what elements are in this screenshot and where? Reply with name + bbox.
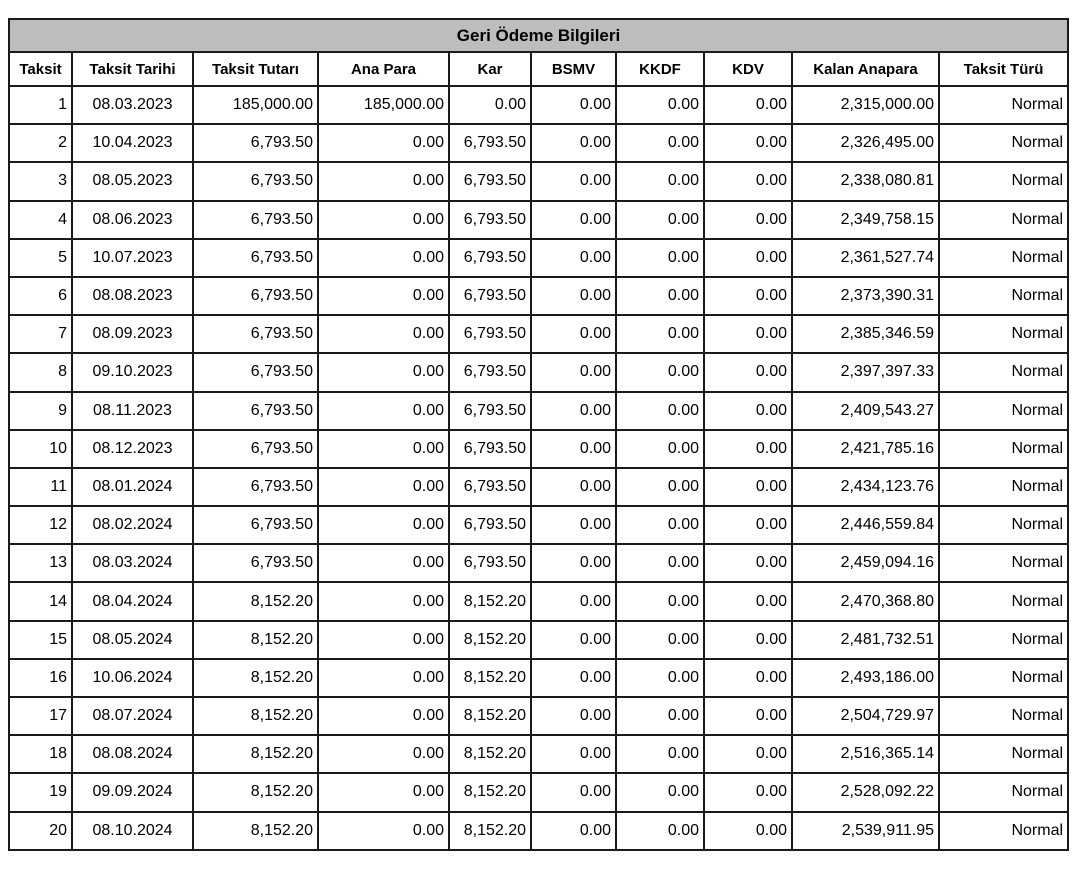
col-taksit-tutari-cell: 6,793.50 (193, 430, 318, 468)
col-kalan-anapara-cell: 2,385,346.59 (792, 315, 939, 353)
col-taksit-cell: 16 (9, 659, 72, 697)
col-taksit-tarihi-cell: 10.04.2023 (72, 124, 193, 162)
col-taksit-cell: 8 (9, 353, 72, 391)
col-taksit-cell: 15 (9, 621, 72, 659)
col-taksit-tutari-cell: 8,152.20 (193, 735, 318, 773)
col-taksit-cell: 4 (9, 201, 72, 239)
col-kdv-cell: 0.00 (704, 392, 792, 430)
col-taksit-tutari-cell: 8,152.20 (193, 659, 318, 697)
col-kar-cell: 8,152.20 (449, 735, 531, 773)
col-bsmv-cell: 0.00 (531, 506, 616, 544)
col-ana-para-cell: 0.00 (318, 353, 449, 391)
col-taksit-turu-header: Taksit Türü (939, 52, 1068, 86)
col-kar-cell: 6,793.50 (449, 468, 531, 506)
table-row (9, 468, 1068, 506)
col-kar-cell: 8,152.20 (449, 812, 531, 850)
col-kdv-cell: 0.00 (704, 201, 792, 239)
col-bsmv-cell: 0.00 (531, 430, 616, 468)
col-kalan-anapara-cell: 2,397,397.33 (792, 353, 939, 391)
col-kkdf-cell: 0.00 (616, 86, 704, 124)
col-kar-cell: 6,793.50 (449, 506, 531, 544)
col-kar-cell: 0.00 (449, 86, 531, 124)
table-row (9, 544, 1068, 582)
col-kalan-anapara-cell: 2,315,000.00 (792, 86, 939, 124)
col-bsmv-cell: 0.00 (531, 697, 616, 735)
col-kar-cell: 6,793.50 (449, 277, 531, 315)
col-taksit-cell: 9 (9, 392, 72, 430)
col-kar-cell: 8,152.20 (449, 659, 531, 697)
col-taksit-tarihi-cell: 08.05.2023 (72, 162, 193, 200)
col-bsmv-cell: 0.00 (531, 315, 616, 353)
col-taksit-cell: 13 (9, 544, 72, 582)
col-taksit-cell: 5 (9, 239, 72, 277)
col-taksit-tutari-cell: 8,152.20 (193, 621, 318, 659)
col-taksit-turu-cell: Normal (939, 812, 1068, 850)
col-bsmv-cell: 0.00 (531, 659, 616, 697)
col-taksit-tarihi-cell: 08.03.2024 (72, 544, 193, 582)
col-kkdf-cell: 0.00 (616, 430, 704, 468)
col-taksit-turu-cell: Normal (939, 697, 1068, 735)
col-taksit-turu-cell: Normal (939, 201, 1068, 239)
col-bsmv-cell: 0.00 (531, 812, 616, 850)
col-kdv-cell: 0.00 (704, 277, 792, 315)
col-taksit-cell: 1 (9, 86, 72, 124)
col-taksit-tarihi-cell: 08.08.2023 (72, 277, 193, 315)
col-taksit-turu-cell: Normal (939, 468, 1068, 506)
col-taksit-tutari-cell: 6,793.50 (193, 277, 318, 315)
col-taksit-cell: 19 (9, 773, 72, 811)
col-taksit-tutari-cell: 6,793.50 (193, 468, 318, 506)
col-kalan-anapara-cell: 2,470,368.80 (792, 582, 939, 620)
col-kalan-anapara-cell: 2,349,758.15 (792, 201, 939, 239)
col-ana-para-cell: 0.00 (318, 277, 449, 315)
col-taksit-tutari-cell: 185,000.00 (193, 86, 318, 124)
col-kalan-anapara-cell: 2,434,123.76 (792, 468, 939, 506)
col-kalan-anapara-cell: 2,516,365.14 (792, 735, 939, 773)
col-kalan-anapara-cell: 2,338,080.81 (792, 162, 939, 200)
col-bsmv-cell: 0.00 (531, 773, 616, 811)
col-kkdf-cell: 0.00 (616, 697, 704, 735)
col-bsmv-cell: 0.00 (531, 239, 616, 277)
col-taksit-tutari-cell: 6,793.50 (193, 124, 318, 162)
col-kalan-anapara-cell: 2,421,785.16 (792, 430, 939, 468)
col-taksit-turu-cell: Normal (939, 162, 1068, 200)
col-kar-cell: 6,793.50 (449, 392, 531, 430)
col-kar-cell: 8,152.20 (449, 697, 531, 735)
col-taksit-tutari-cell: 6,793.50 (193, 315, 318, 353)
table-row (9, 430, 1068, 468)
col-kdv-cell: 0.00 (704, 468, 792, 506)
col-kar-cell: 6,793.50 (449, 201, 531, 239)
col-kar-cell: 6,793.50 (449, 544, 531, 582)
col-taksit-cell: 6 (9, 277, 72, 315)
table-row (9, 277, 1068, 315)
col-bsmv-cell: 0.00 (531, 735, 616, 773)
col-taksit-tarihi-cell: 08.01.2024 (72, 468, 193, 506)
col-kkdf-cell: 0.00 (616, 659, 704, 697)
col-taksit-cell: 12 (9, 506, 72, 544)
col-taksit-turu-cell: Normal (939, 735, 1068, 773)
col-kalan-anapara-cell: 2,326,495.00 (792, 124, 939, 162)
col-taksit-tarihi-cell: 08.12.2023 (72, 430, 193, 468)
col-kkdf-cell: 0.00 (616, 239, 704, 277)
col-taksit-turu-cell: Normal (939, 353, 1068, 391)
col-ana-para-cell: 0.00 (318, 468, 449, 506)
col-ana-para-cell: 0.00 (318, 582, 449, 620)
col-taksit-tarihi-cell: 08.06.2023 (72, 201, 193, 239)
table-row (9, 124, 1068, 162)
repayment-table (8, 18, 1069, 851)
col-kar-cell: 6,793.50 (449, 239, 531, 277)
col-taksit-header: Taksit (9, 52, 72, 86)
table-row (9, 621, 1068, 659)
col-kdv-cell: 0.00 (704, 621, 792, 659)
col-ana-para-cell: 0.00 (318, 735, 449, 773)
col-taksit-tarihi-header: Taksit Tarihi (72, 52, 193, 86)
col-taksit-turu-cell: Normal (939, 582, 1068, 620)
col-taksit-turu-cell: Normal (939, 124, 1068, 162)
col-kar-cell: 8,152.20 (449, 621, 531, 659)
col-bsmv-cell: 0.00 (531, 582, 616, 620)
table-row (9, 315, 1068, 353)
col-kdv-cell: 0.00 (704, 773, 792, 811)
table-row (9, 392, 1068, 430)
col-taksit-turu-cell: Normal (939, 773, 1068, 811)
col-taksit-turu-cell: Normal (939, 239, 1068, 277)
table-row (9, 86, 1068, 124)
col-kalan-anapara-cell: 2,373,390.31 (792, 277, 939, 315)
col-kkdf-cell: 0.00 (616, 812, 704, 850)
col-ana-para-cell: 0.00 (318, 544, 449, 582)
table-row (9, 697, 1068, 735)
col-bsmv-cell: 0.00 (531, 201, 616, 239)
col-taksit-turu-cell: Normal (939, 544, 1068, 582)
col-bsmv-cell: 0.00 (531, 124, 616, 162)
col-ana-para-cell: 0.00 (318, 659, 449, 697)
col-taksit-tarihi-cell: 08.08.2024 (72, 735, 193, 773)
table-row (9, 201, 1068, 239)
col-taksit-turu-cell: Normal (939, 506, 1068, 544)
col-ana-para-cell: 0.00 (318, 392, 449, 430)
col-kkdf-cell: 0.00 (616, 353, 704, 391)
col-ana-para-cell: 0.00 (318, 201, 449, 239)
col-kkdf-cell: 0.00 (616, 124, 704, 162)
table-row (9, 506, 1068, 544)
col-ana-para-cell: 0.00 (318, 506, 449, 544)
col-bsmv-cell: 0.00 (531, 86, 616, 124)
col-ana-para-cell: 0.00 (318, 430, 449, 468)
col-bsmv-cell: 0.00 (531, 468, 616, 506)
table-row (9, 659, 1068, 697)
col-kdv-cell: 0.00 (704, 315, 792, 353)
col-taksit-tarihi-cell: 08.09.2023 (72, 315, 193, 353)
col-ana-para-cell: 0.00 (318, 697, 449, 735)
col-taksit-tarihi-cell: 08.03.2023 (72, 86, 193, 124)
col-kkdf-cell: 0.00 (616, 582, 704, 620)
col-taksit-turu-cell: Normal (939, 621, 1068, 659)
col-taksit-turu-cell: Normal (939, 430, 1068, 468)
table-row (9, 353, 1068, 391)
col-kdv-cell: 0.00 (704, 162, 792, 200)
col-bsmv-cell: 0.00 (531, 544, 616, 582)
col-ana-para-cell: 0.00 (318, 621, 449, 659)
col-bsmv-header: BSMV (531, 52, 616, 86)
col-taksit-cell: 14 (9, 582, 72, 620)
col-taksit-tutari-header: Taksit Tutarı (193, 52, 318, 86)
col-kkdf-cell: 0.00 (616, 277, 704, 315)
col-kkdf-cell: 0.00 (616, 621, 704, 659)
col-bsmv-cell: 0.00 (531, 392, 616, 430)
col-kkdf-header: KKDF (616, 52, 704, 86)
repayment-schedule (8, 18, 1067, 851)
col-kkdf-cell: 0.00 (616, 735, 704, 773)
table-row (9, 812, 1068, 850)
col-kalan-anapara-cell: 2,481,732.51 (792, 621, 939, 659)
table-row (9, 162, 1068, 200)
col-kdv-header: KDV (704, 52, 792, 86)
col-ana-para-cell: 0.00 (318, 773, 449, 811)
col-kdv-cell: 0.00 (704, 659, 792, 697)
col-taksit-tutari-cell: 8,152.20 (193, 773, 318, 811)
col-taksit-cell: 2 (9, 124, 72, 162)
col-taksit-tarihi-cell: 08.02.2024 (72, 506, 193, 544)
col-taksit-tarihi-cell: 09.10.2023 (72, 353, 193, 391)
col-kar-cell: 6,793.50 (449, 162, 531, 200)
col-kalan-anapara-cell: 2,539,911.95 (792, 812, 939, 850)
col-kdv-cell: 0.00 (704, 582, 792, 620)
col-kalan-anapara-cell: 2,446,559.84 (792, 506, 939, 544)
col-kalan-anapara-cell: 2,409,543.27 (792, 392, 939, 430)
col-taksit-tutari-cell: 6,793.50 (193, 353, 318, 391)
col-kdv-cell: 0.00 (704, 735, 792, 773)
col-kar-cell: 6,793.50 (449, 353, 531, 391)
column-header-row (9, 52, 1068, 86)
col-kdv-cell: 0.00 (704, 430, 792, 468)
col-taksit-tutari-cell: 6,793.50 (193, 239, 318, 277)
col-taksit-cell: 11 (9, 468, 72, 506)
col-kkdf-cell: 0.00 (616, 392, 704, 430)
table-row (9, 735, 1068, 773)
col-taksit-cell: 20 (9, 812, 72, 850)
col-ana-para-cell: 0.00 (318, 239, 449, 277)
table-row (9, 773, 1068, 811)
col-kkdf-cell: 0.00 (616, 506, 704, 544)
col-kkdf-cell: 0.00 (616, 468, 704, 506)
col-kdv-cell: 0.00 (704, 544, 792, 582)
col-taksit-tarihi-cell: 08.11.2023 (72, 392, 193, 430)
col-kalan-anapara-cell: 2,493,186.00 (792, 659, 939, 697)
col-taksit-cell: 10 (9, 430, 72, 468)
col-kkdf-cell: 0.00 (616, 544, 704, 582)
col-bsmv-cell: 0.00 (531, 277, 616, 315)
col-kkdf-cell: 0.00 (616, 162, 704, 200)
col-taksit-turu-cell: Normal (939, 86, 1068, 124)
col-taksit-cell: 18 (9, 735, 72, 773)
col-kalan-anapara-cell: 2,504,729.97 (792, 697, 939, 735)
col-bsmv-cell: 0.00 (531, 621, 616, 659)
col-kdv-cell: 0.00 (704, 697, 792, 735)
col-ana-para-header: Ana Para (318, 52, 449, 86)
col-bsmv-cell: 0.00 (531, 353, 616, 391)
col-taksit-cell: 17 (9, 697, 72, 735)
col-kar-cell: 8,152.20 (449, 582, 531, 620)
col-taksit-tutari-cell: 8,152.20 (193, 582, 318, 620)
col-kalan-anapara-header: Kalan Anapara (792, 52, 939, 86)
col-kdv-cell: 0.00 (704, 353, 792, 391)
col-kar-cell: 6,793.50 (449, 315, 531, 353)
col-kkdf-cell: 0.00 (616, 201, 704, 239)
col-taksit-tarihi-cell: 09.09.2024 (72, 773, 193, 811)
col-taksit-turu-cell: Normal (939, 659, 1068, 697)
col-taksit-tutari-cell: 6,793.50 (193, 392, 318, 430)
table-row (9, 239, 1068, 277)
col-kdv-cell: 0.00 (704, 506, 792, 544)
col-taksit-tarihi-cell: 08.05.2024 (72, 621, 193, 659)
col-kar-cell: 8,152.20 (449, 773, 531, 811)
col-kalan-anapara-cell: 2,528,092.22 (792, 773, 939, 811)
col-taksit-tutari-cell: 8,152.20 (193, 812, 318, 850)
col-taksit-tarihi-cell: 08.07.2024 (72, 697, 193, 735)
col-bsmv-cell: 0.00 (531, 162, 616, 200)
table-body (9, 86, 1068, 850)
col-ana-para-cell: 0.00 (318, 315, 449, 353)
col-kar-cell: 6,793.50 (449, 124, 531, 162)
col-kalan-anapara-cell: 2,361,527.74 (792, 239, 939, 277)
col-taksit-tarihi-cell: 08.04.2024 (72, 582, 193, 620)
col-taksit-tutari-cell: 6,793.50 (193, 506, 318, 544)
col-taksit-tarihi-cell: 10.07.2023 (72, 239, 193, 277)
col-taksit-cell: 3 (9, 162, 72, 200)
col-kdv-cell: 0.00 (704, 86, 792, 124)
table-title: Geri Ödeme Bilgileri (9, 19, 1068, 52)
col-ana-para-cell: 185,000.00 (318, 86, 449, 124)
col-taksit-turu-cell: Normal (939, 315, 1068, 353)
col-taksit-tutari-cell: 6,793.50 (193, 201, 318, 239)
col-kdv-cell: 0.00 (704, 239, 792, 277)
col-taksit-tutari-cell: 6,793.50 (193, 544, 318, 582)
col-kkdf-cell: 0.00 (616, 773, 704, 811)
col-taksit-cell: 7 (9, 315, 72, 353)
col-kkdf-cell: 0.00 (616, 315, 704, 353)
col-taksit-tutari-cell: 6,793.50 (193, 162, 318, 200)
col-taksit-turu-cell: Normal (939, 277, 1068, 315)
col-ana-para-cell: 0.00 (318, 162, 449, 200)
col-kalan-anapara-cell: 2,459,094.16 (792, 544, 939, 582)
col-ana-para-cell: 0.00 (318, 124, 449, 162)
col-kar-cell: 6,793.50 (449, 430, 531, 468)
col-taksit-tutari-cell: 8,152.20 (193, 697, 318, 735)
col-taksit-turu-cell: Normal (939, 392, 1068, 430)
col-ana-para-cell: 0.00 (318, 812, 449, 850)
col-taksit-tarihi-cell: 10.06.2024 (72, 659, 193, 697)
col-kdv-cell: 0.00 (704, 124, 792, 162)
col-kdv-cell: 0.00 (704, 812, 792, 850)
col-kar-header: Kar (449, 52, 531, 86)
col-taksit-tarihi-cell: 08.10.2024 (72, 812, 193, 850)
table-row (9, 582, 1068, 620)
